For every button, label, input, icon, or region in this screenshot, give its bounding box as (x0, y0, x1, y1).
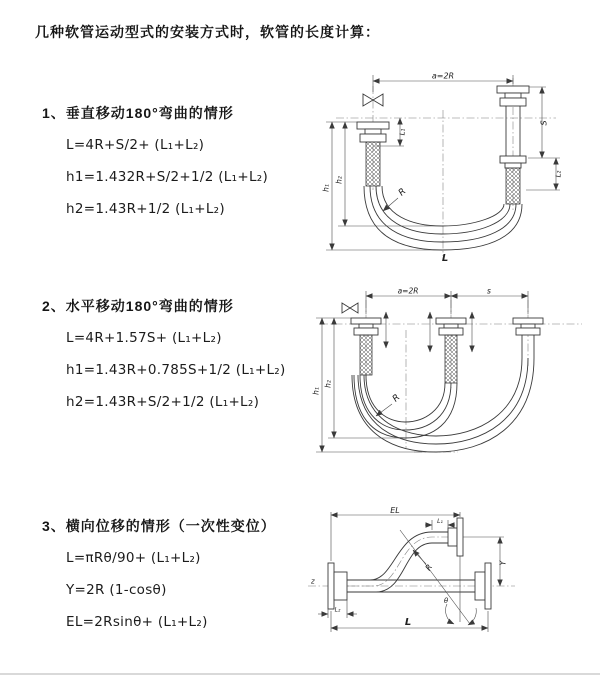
page-title: 几种软管运动型式的安装方式时，软管的长度计算： (35, 24, 380, 40)
dimension-span-a2r (366, 287, 528, 315)
section-2-formula-L: L=4R+1.57S+ (L₁+L₂) (66, 330, 222, 346)
section-1-heading: 1、垂直移动180°弯曲的情形 (42, 105, 234, 121)
braided-hose-section (506, 168, 520, 204)
section-2-formula-h2: h2=1.43R+S/2+1/2 (L₁+L₂) (66, 394, 260, 410)
construction-lines (400, 530, 476, 625)
diagram-horizontal-180-bend (306, 286, 596, 458)
s-curve-hose-displaced (347, 532, 448, 592)
section-2-formula-h1: h1=1.43R+0.785S+1/2 (L₁+L₂) (66, 362, 286, 378)
radius-leader (383, 187, 408, 211)
section-2-heading: 2、水平移动180°弯曲的情形 (42, 298, 234, 314)
section-1-formula-h1: h1=1.432R+S/2+1/2 (L₁+L₂) (66, 169, 269, 185)
left-flange (328, 563, 347, 609)
dim-label-l2: L₂ (334, 606, 341, 614)
dimension-l2 (526, 158, 563, 190)
diagram-vertical-180-bend (318, 70, 568, 265)
left-flange-fitting (357, 122, 389, 186)
dim-label-a2r: a=2R (431, 71, 455, 81)
dim-label-y: Y (498, 560, 508, 566)
dim-label-a2r: a=2R (397, 286, 419, 296)
right-flange-fitting (513, 318, 543, 358)
braided-hose-section (366, 142, 380, 186)
braided-hose-section (360, 335, 372, 375)
section-1-formula-h2: h2=1.43R+1/2 (L₁+L₂) (66, 201, 225, 217)
dimension-h2 (335, 122, 443, 226)
dim-label-s: s (487, 286, 491, 296)
dim-label-radius: R (390, 392, 403, 405)
dim-label-length: L (441, 253, 449, 264)
dim-label-theta: θ (443, 597, 449, 605)
braided-hose-section (445, 335, 457, 383)
right-flange (475, 563, 491, 609)
dim-label-l1: L₁ (437, 518, 443, 525)
section-1-formula-L: L=4R+S/2+ (L₁+L₂) (66, 137, 205, 153)
dim-label-l2: L₂ (554, 170, 563, 178)
dimension-s (528, 87, 560, 158)
dimension-span-a2r (373, 72, 513, 93)
centerline-z-mark: z (311, 577, 315, 586)
right-flange-fitting (497, 86, 529, 204)
u-bend-hose-position-1 (354, 375, 457, 438)
dimension-el (331, 506, 460, 561)
diagram-lateral-displacement (300, 506, 600, 646)
section-3-formula-L: L=πRθ/90+ (L₁+L₂) (66, 550, 201, 566)
valve-icon (342, 303, 358, 313)
top-flange (448, 518, 463, 556)
dim-label-s: S (539, 120, 549, 126)
middle-flange-fitting (436, 318, 466, 383)
dim-label-h1: h₁ (321, 184, 331, 192)
dim-label-h2: h₂ (323, 380, 333, 388)
dim-label-radius: R (423, 562, 435, 573)
section-3-heading: 3、横向位移的情形（一次性变位） (42, 518, 276, 534)
dim-label-radius: R (396, 186, 409, 199)
dim-label-el: EL (390, 506, 400, 515)
dim-label-l1: L₁ (398, 128, 407, 136)
section-3-formula-EL: EL=2Rsinθ+ (L₁+L₂) (66, 614, 208, 630)
dim-label-length: L (404, 617, 412, 628)
section-3-formula-Y: Y=2R (1-cosθ) (66, 582, 167, 598)
dim-label-h2: h₂ (334, 176, 344, 184)
dimension-l2 (318, 600, 357, 618)
dim-label-h1: h₁ (311, 387, 321, 395)
dimension-s (451, 287, 528, 297)
left-flange-fitting (351, 318, 381, 375)
radius-leader (413, 550, 434, 572)
